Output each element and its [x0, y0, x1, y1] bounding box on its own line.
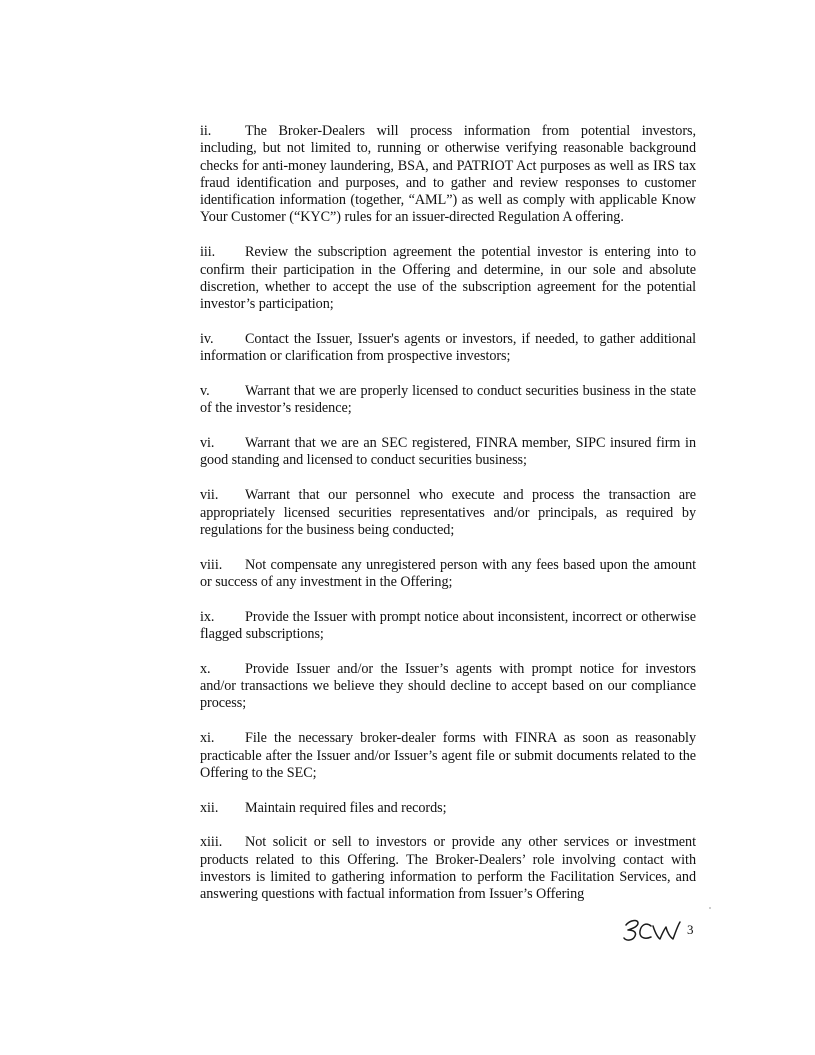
paragraph-number: xii. [200, 799, 219, 816]
page-number: 3 [687, 922, 694, 937]
paragraph-iv [200, 331, 696, 366]
paragraph-text: File the necessary broker-dealer forms with FINRA as soon as reasonably practicable after the Issuer and/or Issuer’s agent file or submit documents related to the Offering to the SEC; [200, 730, 696, 781]
paragraph-vi [200, 435, 696, 470]
paragraph-text: Provide the Issuer with prompt notice about inconsistent, incorrect or otherwise flagged subscriptions; [200, 608, 696, 643]
paragraph-text: Contact the Issuer, Issuer's agents or investors, if needed, to gather additional information or clarification from prospective investors; [200, 330, 696, 365]
paragraph-number: vii. [200, 487, 219, 504]
paragraph-number: xiii. [200, 834, 223, 851]
paragraph-xi [200, 730, 696, 782]
paragraph-number: iii. [200, 244, 216, 261]
paragraph-xii [200, 800, 696, 817]
handwritten-initials [620, 915, 684, 945]
paragraph-text: Provide Issuer and/or the Issuer’s agents with prompt notice for investors and/or transactions we believe they should decline to accept based on our compliance process; [200, 660, 696, 712]
paragraph-xiii [200, 834, 696, 903]
paragraph-number: ii. [200, 123, 212, 139]
paragraph-text: Not compensate any unregistered person with any fees based upon the amount or success of any investment in the Offering; [200, 556, 696, 590]
paragraph-number: iv. [200, 330, 214, 347]
paragraph-text: Maintain required files and records; [245, 799, 447, 816]
page-footer [620, 915, 700, 945]
paragraph-text: Warrant that we are properly licensed to conduct securities business in the state of the investor’s residence; [200, 383, 696, 417]
scan-dot [709, 907, 711, 909]
paragraph-text: Warrant that we are an SEC registered, FINRA member, SIPC insured firm in good standing and licensed to conduct securities business; [200, 435, 696, 469]
paragraph-number: vi. [200, 435, 215, 452]
paragraph-text: Review the subscription agreement the potential investor is entering into to confirm their participation in the Offering and determine, in our sole and absolute discretion, whether to accept the use of the subscription agreement for the potential investor’s participation; [200, 244, 696, 313]
paragraph-x [200, 661, 696, 713]
paragraph-vii [200, 487, 696, 539]
paragraph-number: v. [200, 383, 210, 400]
paragraph-number: x. [200, 660, 211, 677]
paragraph-number: xi. [200, 730, 215, 747]
paragraph-ix [200, 609, 696, 644]
paragraph-text: The Broker-Dealers will process information from potential investors, including, but not limited to, running or otherwise verifying reasonable background checks for anti-money laundering, BSA, and PATRIOT Act purposes as well as IRS tax fraud identification and purposes, and to gather and review responses to customer identification information (together, “AML”) as well as comply with applicable Know Your Customer (“KYC”) rules for an issuer-directed Regulation A offering. [200, 123, 696, 226]
paragraph-text: Not solicit or sell to investors or provide any other services or investment products related to this Offering. The Broker-Dealers’ role involving contact with investors is limited to gathering information to perform the Facilitation Services, and answering questions with factual information from Issuer’s Offering [200, 834, 696, 903]
paragraph-viii [200, 557, 696, 592]
paragraph-text: Warrant that our personnel who execute and process the transaction are appropriately licensed securities representatives and/or principals, as required by regulations for the business being conducted; [200, 487, 696, 538]
paragraph-number: ix. [200, 608, 215, 625]
paragraph-number: viii. [200, 556, 223, 573]
paragraph-iii [200, 244, 696, 313]
document-body [200, 123, 696, 904]
paragraph-v [200, 383, 696, 418]
paragraph-ii [200, 123, 696, 227]
